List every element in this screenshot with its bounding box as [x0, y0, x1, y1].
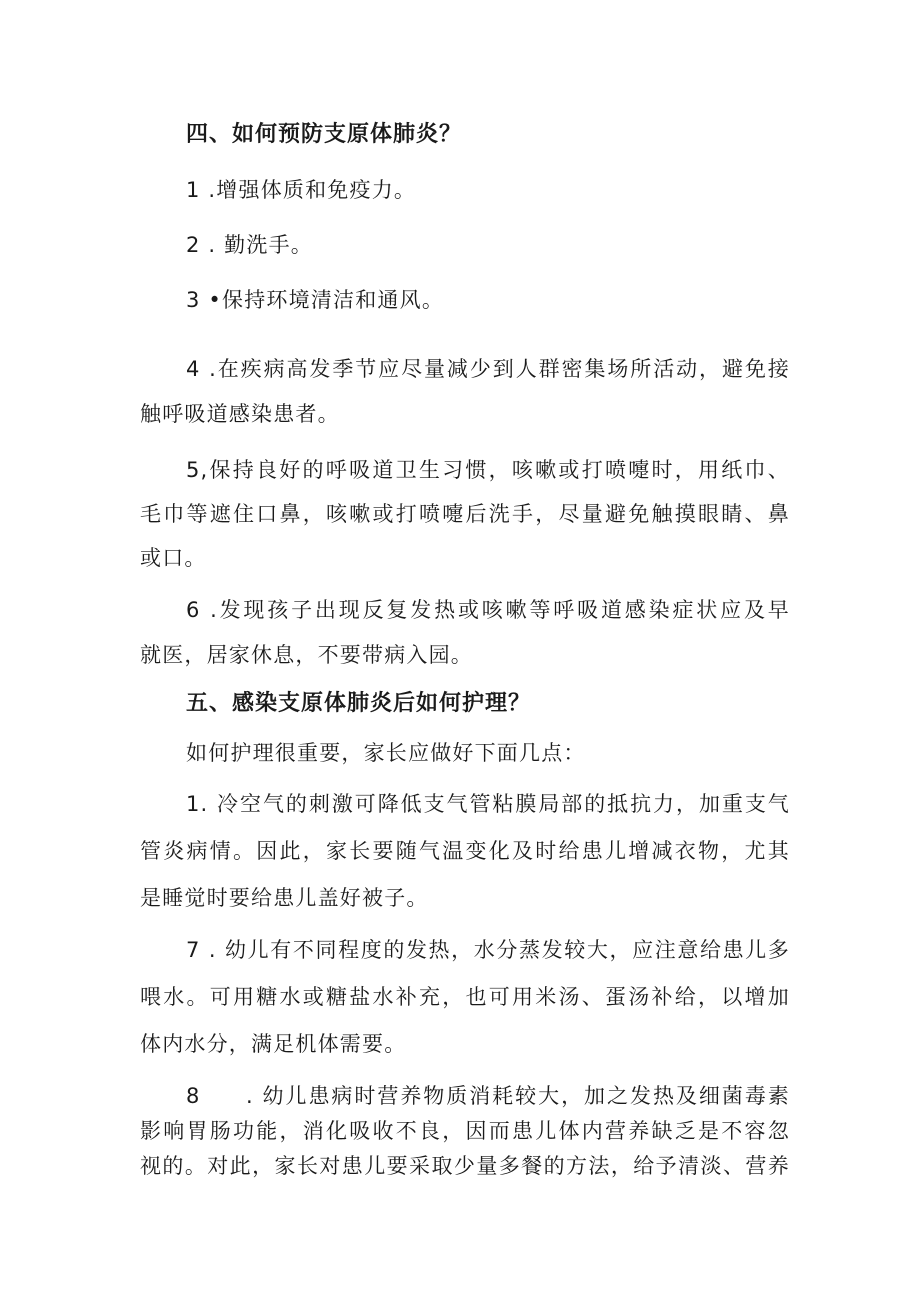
s5-item-1-line-1: 1. 冷空气的刺激可降低支气管粘膜局部的抵抗力，加重支气	[186, 792, 790, 816]
s5-item-8-line-3: 视的。对此，家长对患儿要采取少量多餐的方法，给予清淡、营养	[140, 1154, 790, 1178]
s4-item-6-line-1: 6 .发现孩子出现反复发热或咳嗽等呼吸道感染症状应及早	[186, 598, 790, 622]
s4-item-6-line-2: 就医，居家休息，不要带病入园。	[140, 643, 473, 667]
s5-item-7-line-3: 体内水分，满足机体需要。	[140, 1032, 407, 1056]
s4-item-2: 2 . 勤洗手。	[186, 233, 313, 257]
s4-item-1: 1 .增强体质和免疫力。	[186, 178, 417, 202]
s4-item-3: 3 •保持环境清洁和通风。	[186, 288, 445, 312]
s5-item-8-number: 8	[186, 1084, 201, 1108]
s5-item-7-line-1: 7 . 幼儿有不同程度的发热，水分蒸发较大，应注意给患儿多	[186, 938, 790, 962]
section-4-heading: 四、如何预防支原体肺炎？	[186, 122, 463, 147]
section-5-heading: 五、感染支原体肺炎后如何护理？	[186, 691, 532, 716]
s5-item-7-line-2: 喂水。可用糖水或糖盐水补充，也可用米汤、蛋汤补给，以增加	[140, 985, 790, 1009]
s4-item-5-line-3: 或口。	[140, 546, 207, 570]
s4-item-4-line-2: 触呼吸道感染患者。	[140, 402, 340, 426]
s5-item-8-line-2: 影响胃肠功能，消化吸收不良，因而患儿体内营养缺乏是不容忽	[140, 1119, 790, 1143]
s4-item-5-line-2: 毛巾等遮住口鼻，咳嗽或打喷嚏后洗手，尽量避免触摸眼睛、鼻	[140, 502, 790, 526]
s4-item-5-line-1: 5,保持良好的呼吸道卫生习惯，咳嗽或打喷嚏时，用纸巾、	[186, 458, 790, 482]
s5-intro: 如何护理很重要，家长应做好下面几点：	[186, 741, 586, 765]
s4-item-4-line-1: 4 .在疾病高发季节应尽量减少到人群密集场所活动，避免接	[186, 357, 790, 381]
s5-item-1-line-2: 管炎病情。因此，家长要随气温变化及时给患儿增减衣物，尤其	[140, 839, 790, 863]
s5-item-8-line-1: . 幼儿患病时营养物质消耗较大，加之发热及细菌毒素	[246, 1084, 790, 1108]
s5-item-1-line-3: 是睡觉时要给患儿盖好被子。	[140, 886, 429, 910]
